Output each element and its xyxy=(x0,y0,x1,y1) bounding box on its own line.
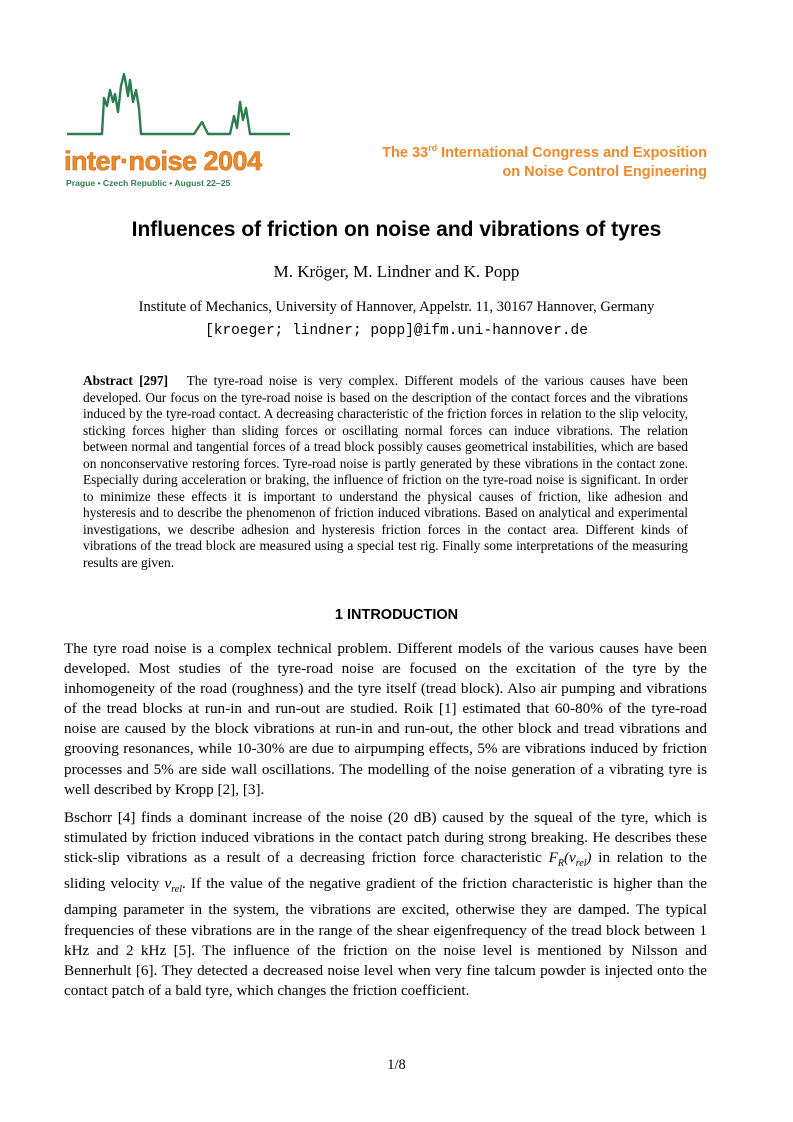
page-number: 1/8 xyxy=(387,1057,406,1073)
friction-force-symbol: $F_R(v_{rel})$ xyxy=(548,849,592,870)
para2-part-b: in relation to the sliding velocity xyxy=(64,849,707,893)
paper-affiliation: Institute of Mechanics, University of Hannover, Appelstr. 11, 30167 Hannover, Germany xyxy=(138,299,655,315)
paper-email: [kroeger; lindner; popp]@ifm.uni-hannover.de xyxy=(205,323,588,339)
logo-graphic xyxy=(62,72,294,194)
congress-ordinal: rd xyxy=(428,143,438,153)
congress-name: International Congress and Exposition xyxy=(437,144,707,161)
abstract-text: The tyre-road noise is very complex. Different models of the various causes have been developed. Our focus on the tyre-road noise is based on the description of the contact forces and the vibrations induced by the tyre-road contact. A decreasing characteristic of the friction forces in relation to the slip velocity, sticking forces higher than sliding forces or oscillating normal forces can induce vibrations. The relation between normal and tangential forces of a tread block possibly causes geometrical instabilities, which are based on nonconservative restoring forces. Tyre-road noise is partly generated by these vibrations in the contact zone. Especially during acceleration or braking, the influence of friction on the tyre-road noise is significant. In order to minimize these effects it is important to understand the physical causes of friction, like adhesion and hysteresis and to describe the phenomenon of friction induced vibrations. Based on analytical and experimental investigations, we describe adhesion and hysteresis friction forces in the contact area. Different kinds of vibrations of the tread block are measured using a special test rig. Finally some interpretations of the measuring results are given. xyxy=(83,373,688,570)
abstract-label: Abstract [297] xyxy=(83,373,169,388)
para2-part-c: . If the value of the negative gradient of the friction characteristic is higher than the damping parameter in the system, the vibrations are excited, otherwise they are damped. The typical frequencies of these vibrations are in the range of the shear eigenfrequency of the tread block between 1 kHz and 2 kHz [5]. The influence of the friction on the noise level is mentioned by Nilsson and Bennerhult [6]. They detected a decreased noise level when very fine talcum powder is injected onto the contact patch of a bald tyre, which changes the friction coefficient. xyxy=(64,875,707,999)
intro-paragraph-1: The tyre road noise is a complex technical problem. Different models of the various causes have been developed. Most studies of the tyre-road noise are focused on the excitation of the tyre by the inhomogeneity of the road (roughness) and the tyre itself (tread block). Also air pumping and vibrations of the tread blocks at run-in and run-out are studied. Roik [1] estimated that 60-80% of the tyre-road noise are caused by the block vibrations at run-in and run-out, the other block and tread vibrations and grooving resonances, while 10-30% are due to airpumping effects, 5% are vibrations induced by friction processes and 5% are side wall oscillations. The modelling of the noise generation of a vibrating tyre is well described by Kropp [2], [3]. xyxy=(64,640,707,798)
paper-title: Influences of friction on noise and vibrations of tyres xyxy=(131,218,662,241)
intro-paragraph-2 xyxy=(64,808,707,1001)
abstract xyxy=(83,373,688,571)
para2-part-a: Bschorr [4] finds a dominant increase of the noise (20 dB) caused by the squeal of the tyre, which is stimulated by friction induced vibrations in the contact patch during strong breaking. He describes these stick-slip vibrations as a result of a decreasing friction force characteristic xyxy=(64,809,707,867)
section-heading-introduction: 1 INTRODUCTION xyxy=(334,607,459,623)
sliding-velocity-symbol: $v_{rel}$ xyxy=(164,875,183,896)
congress-number: The 33 xyxy=(382,144,429,161)
paper-authors: M. Kröger, M. Lindner and K. Popp xyxy=(273,262,520,281)
inter-noise-2004-logo xyxy=(62,72,294,194)
congress-heading xyxy=(382,139,707,182)
congress-line-2: on Noise Control Engineering xyxy=(502,163,707,180)
congress-line-1 xyxy=(382,139,707,163)
logo-subtext: Prague • Czech Republic • August 22–25 xyxy=(66,178,231,188)
logo-wordmark: inter·noise 2004 xyxy=(64,146,262,176)
